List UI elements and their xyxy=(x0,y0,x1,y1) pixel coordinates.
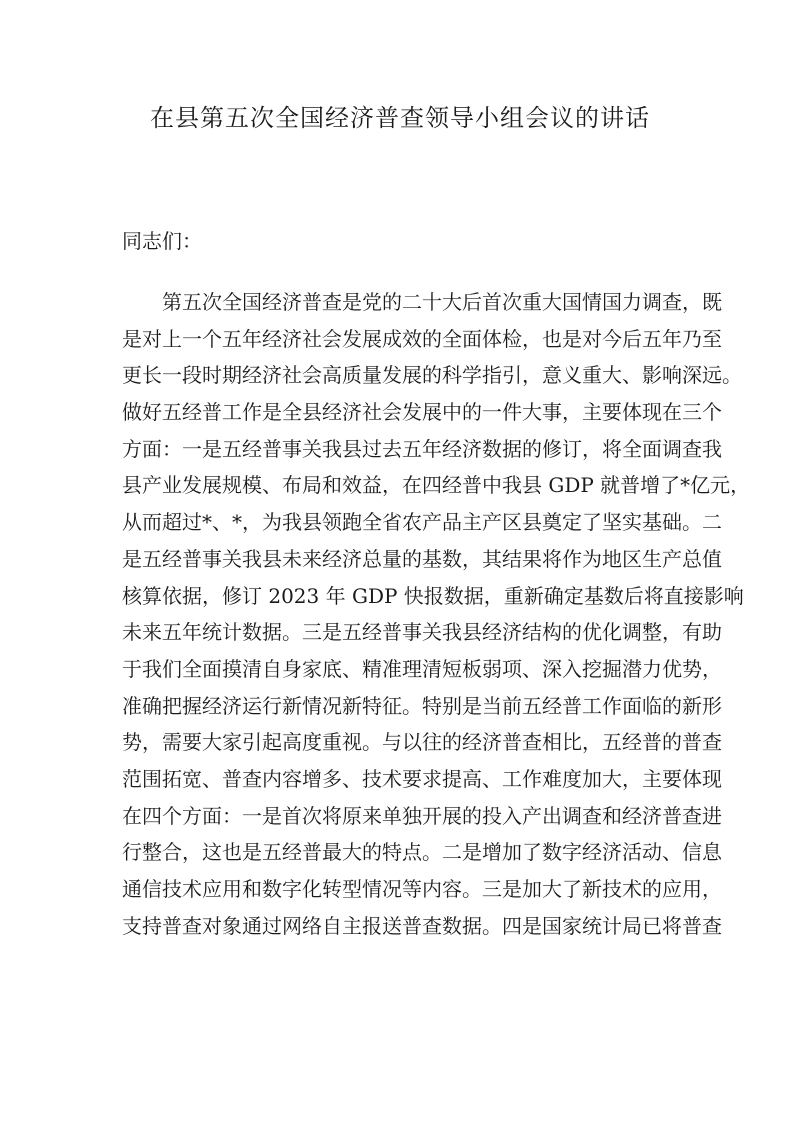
paragraph-line: 于我们全面摸清自身家底、精准理清短板弱项、深入挖掘潜力优势， xyxy=(122,656,722,681)
paragraph-line: 通信技术应用和数字化转型情况等内容。三是加大了新技术的应用， xyxy=(122,877,722,901)
paragraph-line: 势，需要大家引起高度重视。与以往的经济普查相比，五经普的普查 xyxy=(122,730,722,755)
paragraph-line: 范围拓宽、普查内容增多、技术要求提高、工作难度加大，主要体现 xyxy=(122,766,722,791)
paragraph-line: 行整合，这也是五经普最大的特点。二是增加了数字经济活动、信息 xyxy=(122,840,722,865)
body-paragraph xyxy=(122,286,751,946)
paragraph-line: 县产业发展规模、布局和效益，在四经普中我县 GDP 就普增了*亿元， xyxy=(122,473,751,498)
paragraph-line: 更长一段时期经济社会高质量发展的科学指引，意义重大、影响深远。 xyxy=(122,363,742,388)
paragraph-line: 做好五经普工作是全县经济社会发展中的一件大事，主要体现在三个 xyxy=(122,400,722,425)
salutation: 同志们： xyxy=(122,229,202,253)
paragraph-line: 是五经普事关我县未来经济总量的基数，其结果将作为地区生产总值 xyxy=(122,546,722,571)
paragraph-line: 未来五年统计数据。三是五经普事关我县经济结构的优化调整，有助 xyxy=(122,620,722,645)
paragraph-line: 方面：一是五经普事关我县过去五年经济数据的修订，将全面调查我 xyxy=(122,436,722,461)
paragraph-line: 是对上一个五年经济社会发展成效的全面体检，也是对今后五年乃至 xyxy=(122,326,722,351)
paragraph-line: 在四个方面：一是首次将原来单独开展的投入产出调查和经济普查进 xyxy=(122,803,722,828)
paragraph-line: 准确把握经济运行新情况新特征。特别是当前五经普工作面临的新形 xyxy=(122,693,722,718)
paragraph-line: 从而超过*、*，为我县领跑全省农产品主产区县奠定了坚实基础。二 xyxy=(122,510,722,535)
paragraph-line: 第五次全国经济普查是党的二十大后首次重大国情国力调查，既 xyxy=(162,290,722,314)
paragraph-line: 支持普查对象通过网络自主报送普查数据。四是国家统计局已将普查 xyxy=(122,913,722,938)
paragraph-line: 核算依据，修订 2023 年 GDP 快报数据，重新确定基数后将直接影响 xyxy=(122,583,744,608)
document-title: 在县第五次全国经济普查领导小组会议的讲话 xyxy=(150,104,650,132)
